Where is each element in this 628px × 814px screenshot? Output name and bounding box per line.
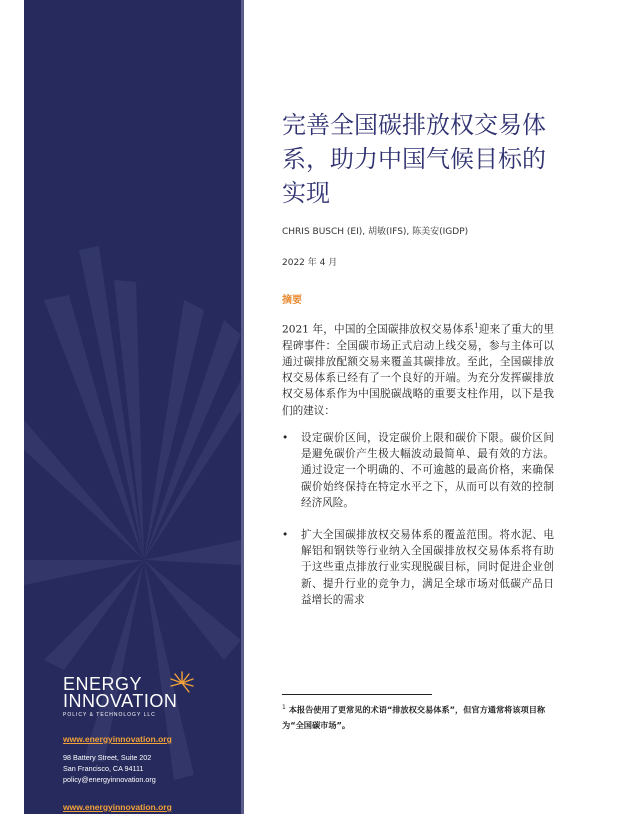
- recommendation-text: 扩大全国碳排放权交易体系的覆盖范围。将水泥、电解铝和钢铁等行业纳入全国碳排放权交易体系将有助于这些重点排放行业实现脱碳目标，同时促进企业创新、提升行业的竞争力，满足全球市场对低碳产品日益增长的需求: [301, 529, 554, 606]
- website-link-bottom[interactable]: www.energyinnovation.org: [63, 802, 172, 812]
- report-title: 完善全国碳排放权交易体系，助力中国气候目标的实现: [282, 111, 546, 207]
- logo-line-innovation: INNOVATION: [63, 691, 178, 711]
- website-link-top[interactable]: www.energyinnovation.org: [63, 734, 172, 744]
- address-line1: 98 Battery Street, Suite 202: [63, 753, 152, 762]
- footer-link-block: [63, 802, 172, 812]
- footnote-divider: [282, 694, 432, 695]
- cover-sidebar: [24, 0, 241, 814]
- address-block: [63, 752, 156, 785]
- abstract-heading: 摘要: [282, 295, 302, 306]
- recommendation-text: 设定碳价区间，设定碳价上限和碳价下限。碳价区间是避免碳价产生极大幅波动最简单、最有效的方法。通过设定一个明确的、不可逾越的最高价格，来确保碳价始终保持在特定水平之下，从而可以有效的控制经济风险。: [301, 432, 554, 509]
- energy-innovation-logo: [63, 676, 177, 718]
- sidebar-edge: [241, 0, 244, 814]
- footnote-ref: 1: [474, 322, 479, 330]
- intro-text-start: 2021 年，中国的全国碳排放权交易体系: [282, 323, 475, 336]
- intro-text-rest: 迎来了重大的里程碑事件：全国碳市场正式启动上线交易，参与主体可以通过碳排放配额交易来覆盖其碳排放。至此，全国碳排放权交易体系已经有了一个良好的开端。为充分发挥碳排放权交易体系作为中国脱碳战略的重要支柱作用，以下是我们的建议：: [282, 323, 555, 417]
- footnote-text: 本报告使用了更常见的术语“排放权交易体系”，但官方通常将该项目称为“全国碳市场”。: [282, 704, 546, 730]
- logo-tagline: POLICY & TECHNOLOGY LLC: [63, 712, 156, 718]
- recommendation-item: [282, 430, 554, 511]
- footnote-number: 1: [282, 704, 286, 711]
- bullet-icon: •: [282, 432, 289, 444]
- email-link[interactable]: policy@energyinnovation.org: [63, 775, 156, 784]
- recommendation-item: [282, 527, 554, 608]
- bullet-icon: •: [282, 529, 289, 542]
- abstract-intro: [282, 318, 554, 419]
- recommendation-list: [282, 430, 554, 608]
- authors-line: CHRIS BUSCH (EI), 胡敏(IFS), 陈美安(IGDP): [282, 227, 469, 237]
- sun-icon: [169, 670, 195, 696]
- address-line2: San Francisco, CA 94111: [63, 764, 144, 773]
- footnote: [282, 700, 552, 733]
- contact-block: [63, 734, 172, 744]
- logo-line-energy: ENERGY: [63, 674, 143, 694]
- publication-date: 2022 年 4 月: [282, 258, 338, 268]
